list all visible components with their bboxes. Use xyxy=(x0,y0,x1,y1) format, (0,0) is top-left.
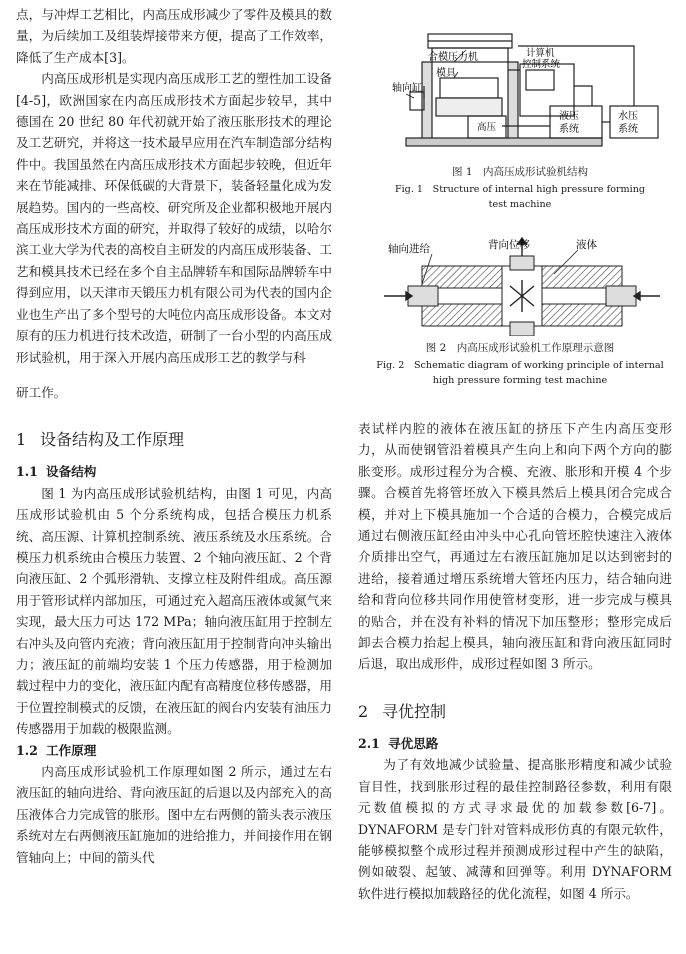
label-die: 模具 xyxy=(436,68,456,79)
paragraph-intro: 内高压成形机是实现内高压成形工艺的塑性加工设备[4-5]，欧洲国家在内高压成形技术方面起步较早，其中德国在 20 世纪 80 年代初就开始了液压胀形技术的理论及工艺研究，并将这一技术最早应用在汽车制造部分结构件中。我国虽然在内高压成形技术方面起步较晚，但近年来在节能减排、环保低碳的大背景下，装备轻量化成为发展趋势。国内的一些高校、研究所及企业都积极地开展内高压成形技术方面的研究，并取得了较好的成绩，以哈尔滨工业大学为代表的高校自主研发的内高压成形装备、工艺和模具技术已经在多个自主品牌轿车和国际品牌轿车中得到应用，以天津市天锻压力机有限公司为代表的国内企业也生产出了多个型号的大吨位内高压成形设备。本文对原有的压力机进行技术改造，研制了一台小型的内高压成形试验机，用于深入开展内高压成形工艺的教学与科 xyxy=(16,71,332,365)
label-computer-control-text-2: 控制系统 xyxy=(522,59,561,70)
label-hydraulic-2: 系统 xyxy=(559,124,579,135)
subsection-1-1-title: 设备结构 xyxy=(46,464,97,480)
paragraph-optimization-idea: 为了有效地减少试验量、提高胀形精度和减少试验盲目性，找到胀形过程的最佳控制路径参数，利用有限元数值模拟的方式寻求最优的加载参数[6-7]。DYNAFORM 是专门针对管料成形仿真的有限元软件，能够模拟整个成形过程并预测成形过程中产生的缺陷，例如破裂、起皱、减薄和回弹等。利用 DYNAFORM 软件进行模拟加载路径的优化流程，如图 4 所示。 xyxy=(358,757,672,901)
figure-1-caption-en-1: Fig. 1 Structure of internal high pressure forming xyxy=(394,184,646,195)
figure-1 xyxy=(370,6,670,162)
label-axial-feed: 轴向进给 xyxy=(388,243,430,255)
label-press: 合模压力机 xyxy=(428,52,478,63)
label-liquid: 液体 xyxy=(576,239,597,251)
section-2-heading xyxy=(358,701,672,723)
label-back-displacement: 背向位移 xyxy=(488,239,530,251)
subsection-1-2-heading xyxy=(16,740,332,761)
label-hydraulic-1: 液压 xyxy=(559,111,579,122)
figure-2-drawing xyxy=(378,236,668,336)
figure-1-drawing xyxy=(370,6,670,162)
left-column xyxy=(16,4,332,868)
section-1-title: 设备结构及工作原理 xyxy=(40,430,185,450)
subsection-2-1-number: 2.1 xyxy=(358,735,380,751)
paragraph-equipment-structure: 图 1 为内高压成形试验机结构，由图 1 可见，内高压成形试验机由 5 个分系统构成，包括合模压力机系统、高压源、计算机控制系统、液压系统及水压系统。合模压力机系统由合模压力装置、2 个轴向液压缸、2 个背向液压缸、2 个弧形滑轨、支撑立柱及附件组成。高压源用于管形试样内部加压，可通过充入超高压液体或氮气来实现，最大压力可达 172 MPa；轴向液压缸用于控制左右冲头及向管内充液；背向液压缸用于控制背向冲头输出力；液压缸的前端均安装 1 个压力传感器，用于检测加载过程中力的变化，液压缸内配有高精度位移传感器，用于位置控制模式的反馈，在液压缸的阀台内安装有油压力传感器用于加载的极限监测。 xyxy=(16,485,332,737)
figure-2-caption-en-2: high pressure forming test machine xyxy=(432,375,608,386)
paragraph-process-continued: 表试样内腔的液体在液压缸的挤压下产生内高压变形力，从而使钢管沿着模具产生向上和向下两个方向的膨胀变形。成形过程分为合模、充液、胀形和开模 4 个步骤。合模首先将管坯放入下模具然后上模具闭合完成合模，并对上下模具施加一个合适的合模力，合模完成后通过右侧液压缸经由冲头中心孔向管坯腔快速注入液体介质排出空气，再通过左右液压缸施加足以达到密封的进给，接着通过增压系统增大管坯内压力，结合轴向进给和背向位移共同作用使管材变形，进一步完成与模具的贴合，并在没有补料的情况下加压整形；整形完成后卸去合模力抬起上模具，轴向液压缸和背向液压缸同时后退，取出成形件，成形过程如图 3 所示。 xyxy=(358,421,672,672)
section-1-heading xyxy=(16,429,332,451)
figure-2-caption-en-1: Fig. 2 Schematic diagram of working principle of internal xyxy=(376,360,664,371)
figure-1-caption-cn: 图 1 内高压成形试验机结构 xyxy=(451,166,589,178)
section-2-title: 寻优控制 xyxy=(382,701,447,721)
label-high-pressure-source: 高压 xyxy=(477,122,497,133)
section-1-number: 1 xyxy=(16,430,27,450)
right-column xyxy=(358,418,672,904)
label-axial-cylinder: 轴向缸 xyxy=(392,83,422,94)
section-2-number: 2 xyxy=(358,701,369,721)
figure-2 xyxy=(378,236,668,336)
subsection-2-1-heading xyxy=(358,733,672,754)
label-water-1: 水压 xyxy=(618,111,638,122)
paragraph-end: 研工作。 xyxy=(16,384,67,400)
figure-1-caption-en-2: test machine xyxy=(488,199,552,210)
label-computer-control-text: 计算机 xyxy=(526,48,555,59)
subsection-1-2-title: 工作原理 xyxy=(46,742,97,758)
label-water-2: 系统 xyxy=(618,124,638,135)
paragraph-working-principle: 内高压成形试验机工作原理如图 2 所示，通过左右液压缸的轴向进给、背向液压缸的后退以及内部充入的高压液体合力完成管的胀形。图中左右两侧的箭头表示液压系统对左右两侧液压缸施加的进给推力，并间接作用在钢管轴向上；中间的箭头代 xyxy=(16,764,332,865)
subsection-1-2-number: 1.2 xyxy=(16,742,38,758)
paragraph-top: 点，与冲焊工艺相比，内高压成形减少了零件及模具的数量，为后续加工及组装焊接带来方便，提高了工作效率，降低了生产成本[3]。 xyxy=(16,7,332,65)
subsection-2-1-title: 寻优思路 xyxy=(388,735,439,751)
figure-2-caption-cn: 图 2 内高压成形试验机工作原理示意图 xyxy=(425,342,615,354)
subsection-1-1-number: 1.1 xyxy=(16,464,38,480)
subsection-1-1-heading xyxy=(16,461,332,482)
